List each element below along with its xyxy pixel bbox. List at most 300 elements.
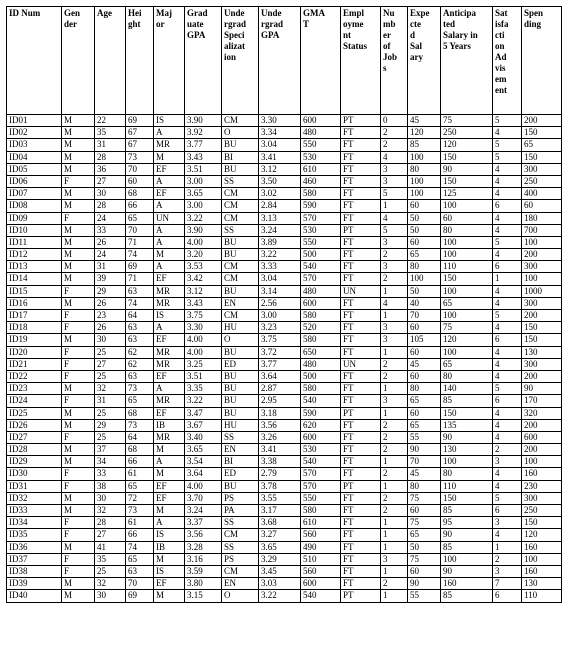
table-cell: 100 — [441, 553, 493, 565]
table-cell: 620 — [301, 419, 341, 431]
table-cell: 63 — [126, 370, 154, 382]
column-header-line: or — [156, 19, 165, 29]
table-cell: 100 — [408, 151, 441, 163]
table-cell: 4.00 — [185, 334, 222, 346]
table-cell: 29 — [95, 419, 126, 431]
table-cell: EN — [222, 297, 259, 309]
table-cell: 70 — [126, 578, 154, 590]
table-cell: 3.22 — [185, 212, 222, 224]
table-cell: 6 — [493, 261, 522, 273]
table-cell: 100 — [441, 285, 493, 297]
table-cell: 3 — [381, 334, 408, 346]
column-header-line: Maj — [156, 8, 172, 18]
table-cell: BU — [222, 480, 259, 492]
table-cell: 25 — [95, 346, 126, 358]
table-cell: 75 — [408, 517, 441, 529]
table-cell: FT — [341, 346, 381, 358]
table-cell: ID07 — [7, 188, 62, 200]
table-cell: 27 — [95, 175, 126, 187]
table-row — [7, 358, 562, 370]
table-cell: 3.04 — [259, 273, 301, 285]
table-row — [7, 590, 562, 602]
table-cell: 73 — [126, 151, 154, 163]
table-cell: 3.26 — [259, 431, 301, 443]
table-cell: ID10 — [7, 224, 62, 236]
table-cell: 6 — [493, 200, 522, 212]
column-header-line: Expe — [410, 8, 430, 18]
table-cell: 80 — [441, 224, 493, 236]
table-cell: 120 — [441, 139, 493, 151]
table-cell: CM — [222, 565, 259, 577]
table-cell: ID19 — [7, 334, 62, 346]
column-header-line: GMA — [303, 8, 325, 18]
column-header — [222, 7, 259, 115]
table-row — [7, 419, 562, 431]
table-cell: 32 — [95, 383, 126, 395]
table-cell: 3.30 — [185, 322, 222, 334]
table-cell: M — [62, 236, 95, 248]
table-cell: IB — [154, 541, 185, 553]
table-cell: 71 — [126, 273, 154, 285]
table-cell: 3.37 — [185, 517, 222, 529]
table-cell: 180 — [522, 212, 562, 224]
table-cell: SS — [222, 541, 259, 553]
column-header-line: ary — [410, 52, 423, 62]
table-cell: 80 — [408, 383, 441, 395]
table-cell: 200 — [522, 115, 562, 127]
table-cell: FT — [341, 456, 381, 468]
table-cell: 30 — [95, 188, 126, 200]
table-row — [7, 383, 562, 395]
table-cell: 34 — [95, 456, 126, 468]
table-cell: 2 — [381, 370, 408, 382]
table-cell: 3.38 — [259, 456, 301, 468]
table-cell: 63 — [126, 322, 154, 334]
table-cell: M — [62, 261, 95, 273]
table-cell: M — [62, 590, 95, 602]
table-cell: 530 — [301, 444, 341, 456]
table-cell: FT — [341, 127, 381, 139]
table-cell: 2 — [381, 505, 408, 517]
column-header-line: on — [495, 41, 505, 51]
table-cell: 60 — [408, 565, 441, 577]
table-cell: 100 — [408, 188, 441, 200]
table-cell: 3.65 — [185, 444, 222, 456]
table-cell: PT — [341, 224, 381, 236]
table-cell: 4 — [493, 224, 522, 236]
table-cell: 80 — [408, 163, 441, 175]
column-header-line: rgrad — [224, 19, 246, 29]
table-cell: 26 — [95, 322, 126, 334]
table-cell: 4 — [493, 285, 522, 297]
table-cell: 38 — [95, 480, 126, 492]
table-row — [7, 334, 562, 346]
table-cell: 28 — [95, 517, 126, 529]
table-cell: ID13 — [7, 261, 62, 273]
table-cell: CM — [222, 188, 259, 200]
table-cell: 4 — [493, 419, 522, 431]
column-header-line: uate — [187, 19, 204, 29]
table-cell: 3.14 — [259, 285, 301, 297]
table-row — [7, 505, 562, 517]
table-cell: ID38 — [7, 565, 62, 577]
table-cell: 200 — [522, 444, 562, 456]
table-cell: ID35 — [7, 529, 62, 541]
table-cell: 0 — [381, 115, 408, 127]
table-cell: 160 — [522, 565, 562, 577]
table-cell: 1 — [381, 310, 408, 322]
table-cell: 400 — [522, 188, 562, 200]
table-cell: 300 — [522, 163, 562, 175]
column-header-line: Status — [343, 41, 368, 51]
table-cell: F — [62, 395, 95, 407]
table-cell: ID04 — [7, 151, 62, 163]
table-cell: 100 — [441, 200, 493, 212]
table-cell: 300 — [522, 358, 562, 370]
column-header-line: oyme — [343, 19, 364, 29]
table-cell: PT — [341, 115, 381, 127]
table-cell: HU — [222, 419, 259, 431]
table-cell: A — [154, 383, 185, 395]
table-cell: 45 — [408, 358, 441, 370]
table-cell: SS — [222, 175, 259, 187]
table-cell: 3.00 — [185, 175, 222, 187]
table-cell: MR — [154, 285, 185, 297]
table-cell: BU — [222, 346, 259, 358]
table-cell: 1 — [381, 565, 408, 577]
table-cell: M — [154, 444, 185, 456]
table-cell: 73 — [126, 505, 154, 517]
table-cell: CM — [222, 273, 259, 285]
table-cell: 6 — [493, 505, 522, 517]
table-cell: FT — [341, 541, 381, 553]
table-cell: ID01 — [7, 115, 62, 127]
table-cell: 3.67 — [185, 419, 222, 431]
table-cell: 5 — [493, 310, 522, 322]
table-cell: 3.50 — [259, 175, 301, 187]
table-cell: 300 — [522, 261, 562, 273]
table-cell: 1 — [381, 541, 408, 553]
table-cell: 25 — [95, 370, 126, 382]
table-cell: 2 — [493, 444, 522, 456]
table-cell: 3 — [381, 175, 408, 187]
column-header-line: cte — [410, 19, 421, 29]
table-cell: 200 — [522, 310, 562, 322]
table-cell: 4 — [493, 322, 522, 334]
table-cell: 130 — [522, 578, 562, 590]
table-cell: 4.00 — [185, 480, 222, 492]
table-cell: A — [154, 517, 185, 529]
table-cell: 100 — [522, 273, 562, 285]
column-header — [154, 7, 185, 115]
table-cell: ID32 — [7, 492, 62, 504]
table-cell: ID26 — [7, 419, 62, 431]
table-cell: FT — [341, 297, 381, 309]
table-cell: 35 — [95, 127, 126, 139]
table-cell: 33 — [95, 224, 126, 236]
table-cell: 65 — [441, 297, 493, 309]
table-cell: CM — [222, 310, 259, 322]
table-row — [7, 285, 562, 297]
table-cell: FT — [341, 395, 381, 407]
table-cell: 3.72 — [259, 346, 301, 358]
table-cell: 1 — [381, 529, 408, 541]
table-cell: FT — [341, 565, 381, 577]
column-header-line: ght — [128, 19, 141, 29]
column-header-line: rgrad — [261, 19, 283, 29]
table-cell: 150 — [441, 407, 493, 419]
table-cell: M — [62, 456, 95, 468]
column-header-line: ID Num — [9, 8, 41, 18]
table-cell: 5 — [493, 115, 522, 127]
table-cell: 3 — [381, 322, 408, 334]
table-cell: 3.41 — [259, 444, 301, 456]
table-cell: 2 — [381, 419, 408, 431]
table-cell: ID06 — [7, 175, 62, 187]
table-cell: 63 — [126, 334, 154, 346]
column-header — [493, 7, 522, 115]
table-cell: CM — [222, 212, 259, 224]
table-cell: 480 — [301, 285, 341, 297]
table-cell: 3.55 — [259, 492, 301, 504]
table-cell: ID34 — [7, 517, 62, 529]
table-cell: 64 — [126, 431, 154, 443]
table-cell: 150 — [441, 151, 493, 163]
table-cell: FT — [341, 370, 381, 382]
table-cell: MR — [154, 395, 185, 407]
table-cell: 74 — [126, 297, 154, 309]
table-cell: M — [154, 553, 185, 565]
table-cell: M — [62, 492, 95, 504]
column-header-line: alizat — [224, 41, 245, 51]
table-cell: 580 — [301, 334, 341, 346]
table-cell: EF — [154, 492, 185, 504]
table-cell: BU — [222, 383, 259, 395]
table-cell: 2 — [493, 553, 522, 565]
table-cell: 5 — [493, 151, 522, 163]
table-cell: 65 — [126, 553, 154, 565]
table-cell: MR — [154, 358, 185, 370]
table-row — [7, 468, 562, 480]
table-cell: 2 — [381, 273, 408, 285]
table-cell: ID17 — [7, 310, 62, 322]
table-cell: 4.00 — [185, 346, 222, 358]
table-cell: 60 — [408, 346, 441, 358]
table-cell: 570 — [301, 212, 341, 224]
table-cell: 110 — [441, 261, 493, 273]
table-cell: 60 — [408, 200, 441, 212]
table-row — [7, 517, 562, 529]
table-cell: BU — [222, 285, 259, 297]
table-cell: 600 — [301, 431, 341, 443]
table-cell: 80 — [408, 261, 441, 273]
table-cell: MR — [154, 346, 185, 358]
table-cell: 3.18 — [259, 407, 301, 419]
table-cell: 320 — [522, 407, 562, 419]
table-cell: 1 — [493, 541, 522, 553]
table-cell: 4 — [493, 480, 522, 492]
column-header-line: cti — [495, 30, 505, 40]
table-cell: 4 — [493, 249, 522, 261]
column-header — [126, 7, 154, 115]
table-cell: 65 — [126, 212, 154, 224]
table-cell: 140 — [441, 383, 493, 395]
table-cell: 85 — [441, 590, 493, 602]
table-cell: UN — [341, 285, 381, 297]
table-cell: M — [62, 163, 95, 175]
table-row — [7, 431, 562, 443]
table-cell: FT — [341, 188, 381, 200]
table-cell: BI — [222, 456, 259, 468]
table-cell: M — [154, 249, 185, 261]
table-cell: 105 — [408, 334, 441, 346]
table-header-row — [7, 7, 562, 115]
table-cell: 68 — [126, 444, 154, 456]
table-cell: 31 — [95, 139, 126, 151]
table-cell: 50 — [408, 285, 441, 297]
table-row — [7, 200, 562, 212]
table-cell: 2.84 — [259, 200, 301, 212]
table-cell: A — [154, 175, 185, 187]
column-header — [7, 7, 62, 115]
table-cell: M — [62, 127, 95, 139]
table-cell: 3.30 — [259, 115, 301, 127]
table-cell: 63 — [126, 565, 154, 577]
table-cell: ID22 — [7, 370, 62, 382]
table-cell: 3.65 — [259, 541, 301, 553]
column-header-line: nt — [343, 30, 352, 40]
column-header — [62, 7, 95, 115]
table-cell: 72 — [126, 492, 154, 504]
column-header-line: Salary in — [443, 30, 478, 40]
table-cell: EF — [154, 163, 185, 175]
table-cell: 5 — [493, 139, 522, 151]
column-header-line: er — [383, 30, 391, 40]
table-cell: 5 — [493, 236, 522, 248]
table-cell: IS — [154, 115, 185, 127]
table-cell: FT — [341, 468, 381, 480]
table-cell: 3.80 — [185, 578, 222, 590]
table-cell: MR — [154, 139, 185, 151]
table-cell: M — [62, 224, 95, 236]
table-cell: 3.20 — [185, 249, 222, 261]
column-header-line: Sal — [410, 41, 423, 51]
table-cell: 2 — [381, 468, 408, 480]
table-cell: 68 — [126, 407, 154, 419]
table-cell: 4 — [493, 407, 522, 419]
table-cell: 2 — [381, 358, 408, 370]
table-cell: F — [62, 346, 95, 358]
table-cell: 100 — [408, 273, 441, 285]
table-cell: 55 — [408, 431, 441, 443]
table-cell: 650 — [301, 346, 341, 358]
table-cell: 2 — [381, 492, 408, 504]
table-cell: EF — [154, 480, 185, 492]
table-cell: 3.22 — [185, 395, 222, 407]
column-header-line: mb — [383, 19, 396, 29]
column-header — [408, 7, 441, 115]
table-cell: 100 — [408, 175, 441, 187]
table-cell: ID39 — [7, 578, 62, 590]
table-cell: 69 — [126, 590, 154, 602]
table-cell: 3 — [493, 565, 522, 577]
table-cell: 67 — [126, 139, 154, 151]
table-row — [7, 456, 562, 468]
table-cell: 3.56 — [259, 419, 301, 431]
table-cell: 300 — [522, 297, 562, 309]
table-cell: 1 — [381, 383, 408, 395]
table-cell: BU — [222, 407, 259, 419]
table-cell: PT — [341, 590, 381, 602]
table-cell: 100 — [441, 456, 493, 468]
table-cell: 480 — [301, 358, 341, 370]
column-header-line: ion — [224, 52, 237, 62]
table-cell: 3.43 — [185, 297, 222, 309]
table-cell: 3.41 — [259, 151, 301, 163]
table-cell: F — [62, 553, 95, 565]
table-cell: 3.59 — [185, 565, 222, 577]
table-cell: IS — [154, 310, 185, 322]
table-cell: 550 — [301, 236, 341, 248]
table-cell: BU — [222, 236, 259, 248]
table-cell: 1 — [381, 407, 408, 419]
table-cell: FT — [341, 236, 381, 248]
table-row — [7, 115, 562, 127]
table-cell: 65 — [126, 480, 154, 492]
column-header-line: Sat — [495, 8, 508, 18]
table-cell: CM — [222, 200, 259, 212]
column-header — [95, 7, 126, 115]
column-header-line: Hei — [128, 8, 142, 18]
table-cell: 90 — [408, 444, 441, 456]
table-cell: 3.23 — [259, 322, 301, 334]
table-cell: 33 — [95, 468, 126, 480]
table-row — [7, 188, 562, 200]
table-cell: CM — [222, 115, 259, 127]
table-cell: ID08 — [7, 200, 62, 212]
table-cell: ID24 — [7, 395, 62, 407]
table-cell: 3.64 — [185, 468, 222, 480]
table-cell: 4 — [493, 468, 522, 480]
table-cell: 100 — [522, 456, 562, 468]
table-cell: 540 — [301, 395, 341, 407]
table-cell: 570 — [301, 468, 341, 480]
table-cell: 160 — [522, 541, 562, 553]
table-cell: 3.04 — [259, 139, 301, 151]
table-cell: 60 — [408, 407, 441, 419]
column-header-line: Job — [383, 52, 398, 62]
table-row — [7, 163, 562, 175]
table-cell: 3.51 — [185, 163, 222, 175]
table-cell: 3.24 — [185, 505, 222, 517]
table-cell: 3.53 — [185, 261, 222, 273]
column-header-line: d — [410, 30, 416, 40]
table-cell: 580 — [301, 383, 341, 395]
table-row — [7, 224, 562, 236]
table-cell: M — [62, 578, 95, 590]
table-cell: ID20 — [7, 346, 62, 358]
table-cell: 61 — [126, 517, 154, 529]
table-cell: 60 — [408, 322, 441, 334]
table-cell: UN — [341, 358, 381, 370]
table-cell: 26 — [95, 236, 126, 248]
table-cell: 28 — [95, 200, 126, 212]
table-cell: ID21 — [7, 358, 62, 370]
table-cell: 28 — [95, 151, 126, 163]
table-cell: 1 — [381, 285, 408, 297]
table-cell: PA — [222, 505, 259, 517]
table-cell: 250 — [522, 175, 562, 187]
